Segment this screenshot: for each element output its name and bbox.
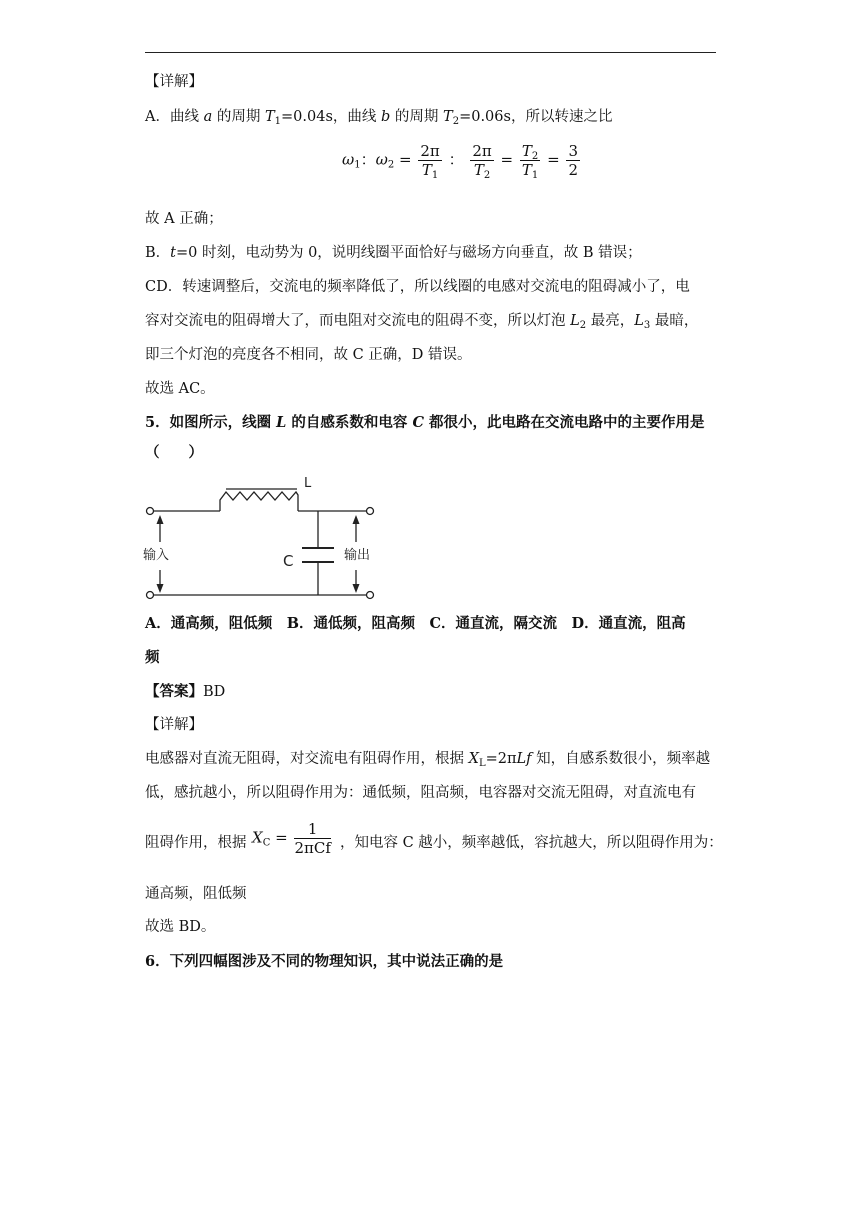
explanation-5-line-4: 通高频，阻低频 [145, 886, 247, 902]
fraction-2pi-over-T1: $\frac{2\pi}{T_1}$ [420, 142, 440, 181]
explanation-5-line-3-start: 阻碍作用，根据 [145, 835, 247, 851]
lc-filter-circuit-diagram [140, 470, 390, 605]
explanation-5-line-3-end: ，知电容 C 越小，频率越低，容抗越大，所以阻碍作用为： [340, 835, 723, 851]
explanation-a-line: A．曲线 a 的周期 $T_1=0.04s$，曲线 b 的周期 $T_2=0.06s$，所以转速之比 [145, 109, 613, 127]
fraction-1-over-2piCf: $\frac{1}{\text{2πCf}}$ [294, 820, 331, 857]
detail-header: 【详解】 [145, 74, 203, 90]
conclusion-a: 故 A 正确； [145, 211, 223, 227]
inductor-coil [220, 492, 298, 511]
question-5-line-2: （ ） [145, 444, 203, 461]
fraction-2pi-over-T2: $\frac{2\pi}{T_2}$ [472, 142, 492, 181]
fraction-T2-over-T1: $\frac{T_2}{T_1}$ [521, 142, 539, 181]
answer-options-line-2: 频 [145, 649, 160, 666]
output-label: 输出 [344, 548, 371, 563]
output-terminal-top [367, 508, 374, 515]
angular-velocity-ratio-equation: $\omega_1$：$\omega_2$ = $\frac{2\pi}{T_1}$ ： $\frac{2\pi}{T_2}$ = $\frac{T_2}{T_1}$ = $\frac{3}{2}$ [342, 142, 578, 181]
explanation-5-line-2: 低，感抗越小，所以阻碍作用为：通低频，阻高频，电容器对交流无阻碍，对直流电有 [145, 785, 696, 801]
output-terminal-bottom [367, 592, 374, 599]
question-6: 6．下列四幅图涉及不同的物理知识，其中说法正确的是 [145, 953, 504, 970]
answer-options-line-1: A．通高频，阻低频 B．通低频，阻高频 C．通直流，隔交流 D．通直流，阻高 [145, 615, 686, 632]
inductor-label: L [304, 476, 312, 491]
header-rule [145, 52, 716, 53]
answer-line: 【答案】BD [145, 683, 226, 700]
detail-header-2: 【详解】 [145, 717, 203, 733]
explanation-cd-line-3: 即三个灯泡的亮度各不相同，故 C 正确，D 错误。 [145, 347, 472, 363]
input-terminal-top [147, 508, 154, 515]
question-5-line-1: 5．如图所示，线圈 L 的自感系数和电容 C 都很小，此电路在交流电路中的主要作用是 [145, 414, 705, 431]
fraction-3-over-2: $\frac{3}{2}$ [568, 142, 578, 179]
choose-ac: 故选 AC。 [145, 381, 215, 397]
explanation-cd-line-2: 容对交流电的阻碍增大了，而电阻对交流电的阻碍不变，所以灯泡 $L_2$ 最亮，$L_3$ 最暗， [145, 313, 699, 331]
input-label: 输入 [143, 548, 170, 563]
explanation-b-line: B．t=0 时刻，电动势为 0，说明线圈平面恰好与磁场方向垂直，故 B 错误； [145, 245, 642, 261]
explanation-5-line-1: 电感器对直流无阻碍，对交流电有阻碍作用，根据 $X_L=2\pi Lf$ 知，自感系数很小，频率越 [145, 751, 711, 769]
capacitive-reactance-equation: $X_C$ = $\frac{1}{\text{2πCf}}$ [252, 820, 331, 857]
choose-bd: 故选 BD。 [145, 919, 216, 935]
capacitor-label: C [283, 552, 294, 570]
input-terminal-bottom [147, 592, 154, 599]
explanation-cd-line-1: CD．转速调整后，交流电的频率降低了，所以线圈的电感对交流电的阻碍减小了，电 [145, 279, 690, 295]
